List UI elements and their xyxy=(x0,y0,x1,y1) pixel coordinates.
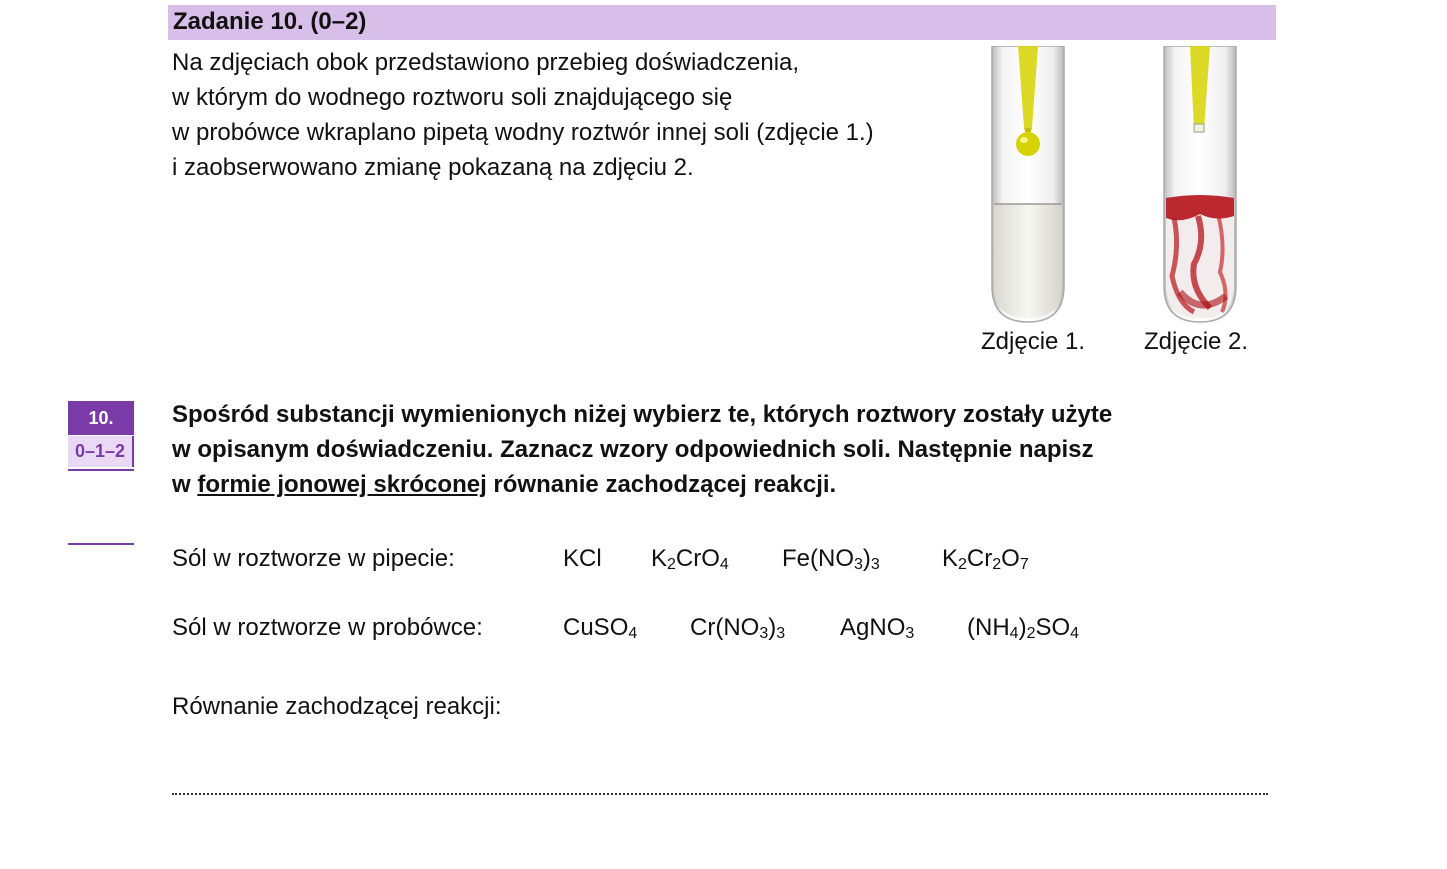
instruction-line: w opisanym doświadczeniu. Zaznacz wzory odpowiednich soli. Następnie napisz xyxy=(172,436,1094,463)
photo-2-test-tube xyxy=(1160,46,1240,326)
tube-option-cr-no3-3[interactable]: $Cr(NO_3)_3$ xyxy=(690,614,786,642)
pipette-row-label: Sól w roztworze w pipecie: xyxy=(172,545,455,572)
intro-line: i zaobserwowano zmianę pokazaną na zdjęciu 2. xyxy=(172,154,694,181)
intro-text xyxy=(172,45,972,185)
pipette-option-kcl[interactable]: KCl xyxy=(563,545,602,572)
instruction-prefix: w xyxy=(172,471,198,498)
pipette-option-k2cr2o7[interactable]: $K_2Cr_2O_7$ xyxy=(942,545,1029,573)
photo-1-caption: Zdjęcie 1. xyxy=(981,328,1086,355)
equation-label: Równanie zachodzącej reakcji: xyxy=(172,693,502,720)
intro-line: w probówce wkraplano pipetą wodny roztwór innej soli (zdjęcie 1.) xyxy=(172,119,874,146)
instruction-text xyxy=(172,397,1292,502)
pipette-option-k2cro4[interactable]: $K_2CrO_4$ xyxy=(651,545,729,573)
score-points: 0–1–2 xyxy=(68,436,134,467)
tube-option-nh4-2so4[interactable]: $(NH_4)_2SO_4$ xyxy=(967,614,1080,642)
pipette-option-fe-no3-3[interactable]: $Fe(NO_3)_3$ xyxy=(782,545,880,573)
instruction-line xyxy=(172,467,1292,502)
instruction-emphasis: formie jonowej skróconej xyxy=(197,471,487,498)
task-number: 10. xyxy=(68,401,134,435)
task-header xyxy=(168,5,1276,40)
instruction-line: Spośród substancji wymienionych niżej wybierz te, których roztwory zostały użyte xyxy=(172,401,1113,428)
equation-answer-line[interactable] xyxy=(172,793,1268,795)
task-title: Zadanie 10. (0–2) xyxy=(173,8,367,35)
instruction-suffix: równanie zachodzącej reakcji. xyxy=(486,471,837,498)
tube-option-agno3[interactable]: AgNO$_3$ xyxy=(840,614,915,642)
tube-row-label: Sól w roztworze w probówce: xyxy=(172,614,483,641)
photo-1-test-tube xyxy=(988,46,1068,326)
score-field[interactable] xyxy=(68,543,134,545)
score-box xyxy=(68,401,134,471)
intro-line: w którym do wodnego roztworu soli znajdującego się xyxy=(172,84,733,111)
tube-option-cuso4[interactable]: CuSO$_4$ xyxy=(563,614,638,642)
intro-line: Na zdjęciach obok przedstawiono przebieg doświadczenia, xyxy=(172,49,800,76)
photo-2-caption: Zdjęcie 2. xyxy=(1144,328,1249,355)
